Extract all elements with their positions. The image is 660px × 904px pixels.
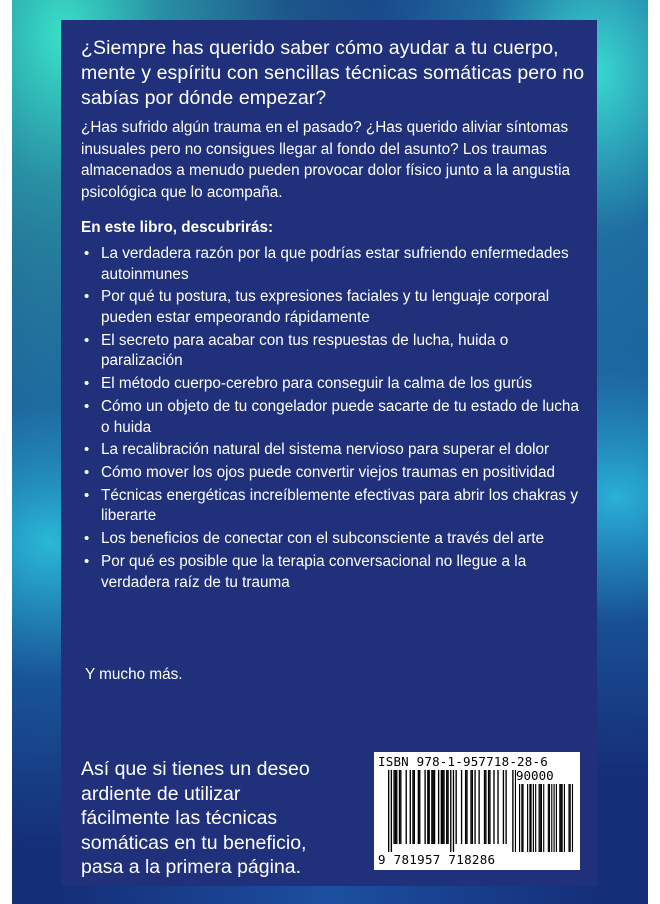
barcode-bar xyxy=(388,770,389,852)
barcode-bar xyxy=(419,770,420,844)
barcode-bar xyxy=(396,770,397,844)
barcode-bar xyxy=(519,784,520,852)
barcode-bar xyxy=(450,770,451,852)
barcode-bar xyxy=(453,770,454,852)
barcode-bar xyxy=(533,784,534,852)
list-item-text: El secreto para acabar con tus respuestas de lucha, huida o paralización xyxy=(101,331,509,370)
barcode-bar xyxy=(470,770,471,844)
list-item-text: Cómo mover los ojos puede convertir viejos traumas en positividad xyxy=(101,464,556,482)
barcode-bar xyxy=(485,770,486,844)
list-item xyxy=(81,244,581,285)
list-item-text: El método cuerpo-cerebro para conseguir la calma de los gurús xyxy=(101,375,533,393)
barcode-bar xyxy=(465,770,466,844)
bullet-dot: • xyxy=(84,375,90,393)
bullet-dot: • xyxy=(84,441,90,459)
barcode-bar xyxy=(541,784,542,852)
bullet-dot: • xyxy=(84,245,90,262)
list-item-text: Técnicas energéticas increíblemente efectivas para abrir los chakras y liberarte xyxy=(101,486,578,525)
ean-barcode-bars xyxy=(388,770,516,852)
barcode-bar xyxy=(466,770,467,844)
barcode-bar xyxy=(503,770,504,844)
barcode-bar xyxy=(442,770,443,844)
list-item xyxy=(81,397,581,438)
barcode-bar xyxy=(443,770,444,844)
barcode-bar xyxy=(474,770,475,844)
barcode-bar xyxy=(554,784,555,852)
barcode-bar xyxy=(549,784,550,852)
bullet-dot: • xyxy=(84,530,90,548)
list-item xyxy=(81,486,581,527)
list-item-text: Los beneficios de conectar con el subconsciente a través del arte xyxy=(101,530,545,548)
list-heading: En este libro, descubrirás: xyxy=(81,219,274,236)
barcode-bar xyxy=(572,784,573,852)
barcode-bar xyxy=(400,770,401,844)
closing-text: Así que si tienes un deseo ardiente de utilizar fácilmente las técnicas somáticas en tu beneficio, pasa a la primera página. xyxy=(81,758,310,879)
list-item xyxy=(81,463,581,484)
barcode-bar xyxy=(447,770,448,844)
barcode-bar xyxy=(531,784,532,852)
barcode-bar xyxy=(570,784,571,852)
barcode-bar xyxy=(522,784,523,852)
barcode-bar xyxy=(429,770,430,844)
barcode-bar xyxy=(540,784,541,852)
barcode-bar xyxy=(434,770,435,844)
barcode-bar xyxy=(564,784,565,852)
barcode-bar xyxy=(539,784,540,852)
list-item xyxy=(81,440,581,461)
list-item xyxy=(81,287,581,328)
barcode-bar xyxy=(493,770,494,844)
barcode-bar xyxy=(412,770,413,844)
bullet-dot: • xyxy=(84,288,90,306)
barcode-bar xyxy=(521,784,522,852)
bullet-dot: • xyxy=(84,464,90,482)
barcode-bar xyxy=(461,770,462,844)
ean-digits: 9 781957 718286 xyxy=(378,852,496,867)
barcode-bar xyxy=(505,770,506,844)
trauma-paragraph: ¿Has sufrido algún trauma en el pasado? ¿Has querido aliviar síntomas inusuales pero no consigues llegar al fondo del asunto? Los traumas almacenados a menudo pueden provocar dolor físico junto a la angustia psicológica que lo acompaña. xyxy=(81,119,570,201)
list-item xyxy=(81,374,581,395)
barcode-bar xyxy=(446,770,447,844)
addon-barcode-bars xyxy=(519,784,575,852)
barcode-bar xyxy=(424,770,425,844)
barcode-bar xyxy=(438,770,439,844)
isbn-label: ISBN 978-1-957718-28-6 xyxy=(378,754,548,769)
barcode-bar xyxy=(418,770,419,844)
barcode-bar xyxy=(535,784,536,852)
barcode-bar xyxy=(529,784,530,852)
list-item xyxy=(81,529,581,550)
list-item-text: Por qué tu postura, tus expresiones faciales y tu lenguaje corporal pueden estar empeorando rápidamente xyxy=(101,288,550,326)
barcode-bar xyxy=(497,770,498,844)
barcode-bar xyxy=(399,770,400,844)
barcode-bar xyxy=(414,770,415,844)
bullet-dot: • xyxy=(84,486,90,504)
barcode-bar xyxy=(472,770,473,844)
barcode-bar xyxy=(556,784,557,852)
barcode-bar xyxy=(488,770,489,844)
barcode-bar xyxy=(559,784,560,852)
list-item xyxy=(81,331,581,372)
and-more-text: Y mucho más. xyxy=(85,666,183,683)
barcode-bar xyxy=(527,784,528,852)
barcode-bar xyxy=(393,770,394,844)
barcode-bar xyxy=(560,784,561,852)
barcode-bar xyxy=(562,784,563,852)
barcode-bar xyxy=(406,770,407,844)
barcode-bar xyxy=(431,770,432,844)
list-item xyxy=(81,552,581,593)
barcode-bar xyxy=(427,770,428,844)
barcode-bar xyxy=(441,770,442,844)
barcode-bar xyxy=(433,770,434,844)
barcode-bar xyxy=(484,770,485,844)
bullet-dot: • xyxy=(84,397,90,415)
list-item-text: La recalibración natural del sistema nervioso para superar el dolor xyxy=(101,441,550,459)
barcode-bar xyxy=(515,770,516,852)
barcode-bar xyxy=(489,770,490,844)
barcode-bar xyxy=(456,770,457,844)
barcode-bar xyxy=(543,784,544,852)
barcode-bar xyxy=(410,770,411,844)
price-code: 90000 xyxy=(516,768,554,783)
barcode-bar xyxy=(395,770,396,844)
barcode-bar xyxy=(568,784,569,852)
list-item-text: La verdadera razón por la que podrías estar sufriendo enfermedades autoinmunes xyxy=(101,245,569,283)
barcode-bar xyxy=(391,770,392,852)
bullet-dot: • xyxy=(84,553,90,570)
list-item-text: Cómo un objeto de tu congelador puede sacarte de tu estado de lucha o huida xyxy=(101,397,579,436)
bullet-dot: • xyxy=(84,331,90,349)
barcode-bar xyxy=(551,784,552,852)
barcode-bar xyxy=(548,784,549,852)
list-item-text: Por qué es posible que la terapia conversacional no llegue a la verdadera raíz de tu trauma xyxy=(101,553,527,591)
barcode-bar xyxy=(512,770,513,852)
benefits-list xyxy=(81,244,581,595)
intro-question: ¿Siempre has querido saber cómo ayudar a tu cuerpo, mente y espíritu con sencillas técnicas somáticas pero no sabías por dónde empezar? xyxy=(81,37,585,109)
isbn-barcode xyxy=(374,752,580,870)
barcode-bar xyxy=(478,770,479,844)
